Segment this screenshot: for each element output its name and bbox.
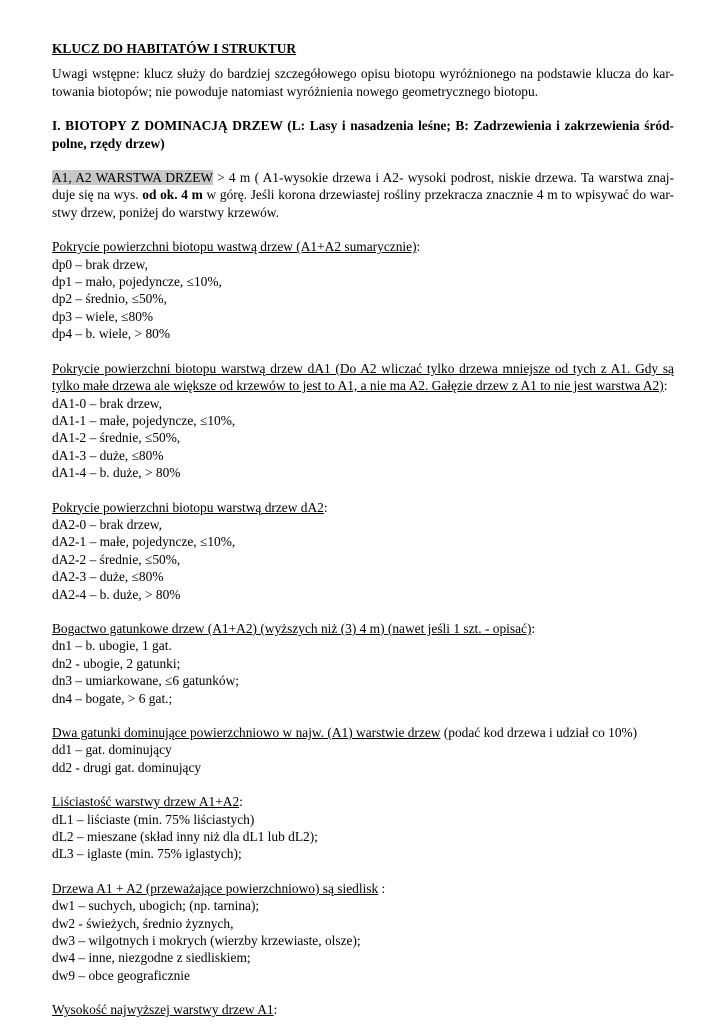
intro-paragraph: Uwagi wstępne: klucz służy do bardziej szczegółowego opisu biotopu wyróżnionego na podstawie klucza do kar-towania biotopów; nie powoduje natomiast wyróżnienia nowego geometrycznego biotopu.: [52, 66, 674, 99]
da1-block: Pokrycie powierzchni biotopu warstwą drzew dA1 (Do A2 wliczać tylko drzewa mniejsze od tych z A1. Gdy są tylko małe drzewa ale większe od krzewów to jest to A1, a nie ma A2. Gałęzie drzew z A1 to nie jest warstwa A2): dA1-0 – brak drzew, dA1-1 – małe, pojedyncze, ≤10%, dA1-2 – średnie, ≤50%, dA1-3 – duże, ≤80% dA1-4 – b. duże, > 80%: [52, 360, 674, 481]
document-page: [52, 40, 674, 1019]
list-item: dA1-1 – małe, pojedyncze, ≤10%,: [52, 412, 236, 428]
list-item: dL3 – iglaste (min. 75% iglastych);: [52, 846, 242, 862]
list-item: dd1 – gat. dominujący: [52, 742, 172, 758]
dp-heading: Pokrycie powierzchni biotopu wastwą drzew (A1+A2 sumarycznie): [52, 239, 417, 255]
dw-heading: Drzewa A1 + A2 (przeważające powierzchniowo) są siedlisk: [52, 880, 379, 896]
list-item: dw2 - świeżych, średnio żyznych,: [52, 915, 234, 931]
da1-heading: Pokrycie powierzchni biotopu warstwą drzew dA1 (Do A2 wliczać tylko drzewa mniejsze od tych z A1. Gdy są tylko małe drzewa ale większe od krzewów to jest to A1, a nie ma A2. Gałęzie drzew z A1 to nie jest warstwa A2): [52, 360, 674, 394]
dn-block: Bogactwo gatunkowe drzew (A1+A2) (wyższych niż (3) 4 m) (nawet jeśli 1 szt. - opisać): dn1 – b. ubogie, 1 gat. dn2 - ubogie, 2 gatunki; dn3 – umiarkowane, ≤6 gatunków; dn4 – bogate, > 6 gat.;: [52, 620, 674, 707]
list-item: dA1-3 – duże, ≤80%: [52, 447, 164, 463]
list-item: dp3 – wiele, ≤80%: [52, 308, 154, 324]
wys-heading: Wysokość najwyższej warstwy drzew A1: [52, 1002, 274, 1018]
list-item: dA2-0 – brak drzew,: [52, 516, 162, 532]
a1a2-paragraph: A1, A2 WARSTWA DRZEW > 4 m ( A1-wysokie drzewa i A2- wysoki podrost, niskie drzewa. Ta warstwa znaj-duje się na wys. od ok. 4 m w górę. Jeśli korona drzewiastej rośliny przekracza znacznie 4 m to wpisywać do war-stwy drzew, poniżej do warstwy krzewów.: [52, 170, 674, 220]
list-item: dA2-3 – duże, ≤80%: [52, 569, 164, 585]
dp-block: Pokrycie powierzchni biotopu wastwą drzew (A1+A2 sumarycznie): dp0 – brak drzew, dp1 – mało, pojedyncze, ≤10%, dp2 – średnio, ≤50%, dp3 – wiele, ≤80% dp4 – b. wiele, > 80%: [52, 238, 674, 342]
dl-heading: Liściastość warstwy drzew A1+A2: [52, 794, 240, 810]
list-item: dw3 – wilgotnych i mokrych (wierzby krzewiaste, olsze);: [52, 933, 361, 949]
da2-heading: Pokrycie powierzchni biotopu warstwą drzew dA2: [52, 499, 324, 515]
list-item: dA2-2 – średnie, ≤50%,: [52, 551, 181, 567]
list-item: dA2-4 – b. duże, > 80%: [52, 586, 181, 602]
list-item: dn1 – b. ubogie, 1 gat.: [52, 638, 172, 654]
dl-block: Liściastość warstwy drzew A1+A2: dL1 – liściaste (min. 75% liściastych) dL2 – mieszane (skład inny niż dla dL1 lub dL2); dL3 – iglaste (min. 75% iglastych);: [52, 793, 674, 863]
list-item: dn4 – bogate, > 6 gat.;: [52, 690, 173, 706]
dw-block: Drzewa A1 + A2 (przeważające powierzchniowo) są siedlisk : dw1 – suchych, ubogich; (np. tarnina); dw2 - świeżych, średnio żyznych, dw3 – wilgotnych i mokrych (wierzby krzewiaste, olsze); dw4 – inne, niezgodne z siedliskiem; dw9 – obce geograficznie: [52, 880, 674, 984]
section-heading: I. BIOTOPY Z DOMINACJĄ DRZEW (L: Lasy i nasadzenia leśne; B: Zadrzewienia i zakrzewienia śród-polne, rzędy drzew): [52, 118, 674, 151]
document-title: KLUCZ DO HABITATÓW I STRUKTUR: [52, 41, 297, 56]
list-item: dw1 – suchych, ubogich; (np. tarnina);: [52, 898, 260, 914]
dd-block: Dwa gatunki dominujące powierzchniowo w najw. (A1) warstwie drzew (podać kod drzewa i udział co 10%) dd1 – gat. dominujący dd2 - drugi gat. dominujący: [52, 724, 674, 776]
list-item: dL2 – mieszane (skład inny niż dla dL1 lub dL2);: [52, 829, 318, 845]
list-item: dw9 – obce geograficznie: [52, 967, 190, 983]
da2-block: Pokrycie powierzchni biotopu warstwą drzew dA2: dA2-0 – brak drzew, dA2-1 – małe, pojedyncze, ≤10%, dA2-2 – średnie, ≤50%, dA2-3 – duże, ≤80% dA2-4 – b. duże, > 80%: [52, 499, 674, 603]
list-item: dA1-4 – b. duże, > 80%: [52, 465, 181, 481]
wys-block: Wysokość najwyższej warstwy drzew A1:: [52, 1002, 278, 1018]
list-item: dp1 – mało, pojedyncze, ≤10%,: [52, 274, 222, 290]
list-item: dn2 - ubogie, 2 gatunki;: [52, 655, 181, 671]
list-item: dA2-1 – małe, pojedyncze, ≤10%,: [52, 534, 236, 550]
list-item: dd2 - drugi gat. dominujący: [52, 759, 202, 775]
list-item: dL1 – liściaste (min. 75% liściastych): [52, 811, 255, 827]
list-item: dp0 – brak drzew,: [52, 256, 148, 272]
list-item: dn3 – umiarkowane, ≤6 gatunków;: [52, 673, 239, 689]
list-item: dp4 – b. wiele, > 80%: [52, 326, 171, 342]
list-item: dA1-2 – średnie, ≤50%,: [52, 430, 181, 446]
a1a2-highlight: A1, A2 WARSTWA DRZEW: [52, 170, 213, 186]
list-item: dp2 – średnio, ≤50%,: [52, 291, 167, 307]
list-item: dA1-0 – brak drzew,: [52, 395, 162, 411]
dn-heading: Bogactwo gatunkowe drzew (A1+A2) (wyższych niż (3) 4 m) (nawet jeśli 1 szt. - opisać): [52, 620, 532, 636]
dd-heading: Dwa gatunki dominujące powierzchniowo w najw. (A1) warstwie drzew: [52, 725, 441, 740]
list-item: dw4 – inne, niezgodne z siedliskiem;: [52, 950, 251, 966]
